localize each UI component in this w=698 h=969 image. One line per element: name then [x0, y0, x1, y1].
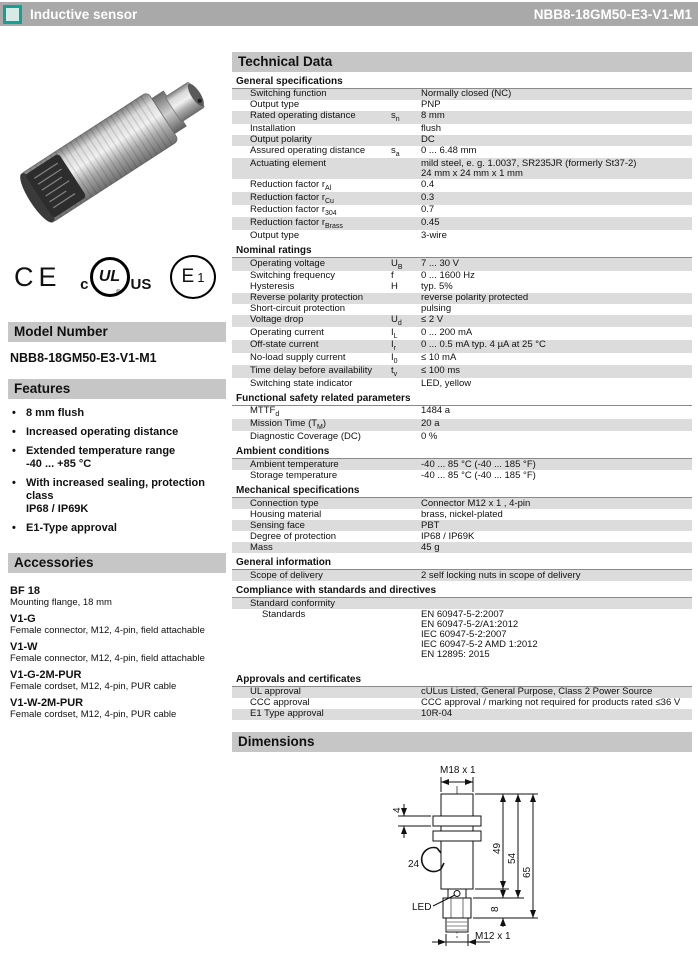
e1-letter: E [181, 266, 195, 287]
spec-value: 0.4 [421, 178, 435, 190]
spec-value: 20 a [421, 418, 440, 430]
accessory-description: Female cordset, M12, 4-pin, PUR cable [10, 709, 177, 720]
spec-row [232, 340, 692, 353]
features-list [8, 399, 226, 551]
accessory-name: V1-W [10, 641, 38, 653]
spec-row [232, 698, 692, 709]
accessory-name: V1-W-2M-PUR [10, 697, 84, 709]
spec-label: Off-state current [250, 339, 319, 351]
dim-led-label: LED [412, 902, 432, 914]
spec-label: Assured operating distance [250, 145, 366, 156]
spec-value: brass, nickel-plated [421, 508, 503, 520]
spec-row [232, 282, 692, 293]
dim-thread-top-label: M18 x 1 [440, 765, 476, 777]
spec-value: PBT [421, 519, 440, 531]
bullet-icon: • [12, 522, 16, 534]
spec-row [232, 570, 692, 581]
spec-row [232, 470, 692, 481]
spec-symbol: $s_a$ [391, 145, 400, 158]
spec-symbol: f [391, 270, 394, 282]
spec-row [232, 378, 692, 389]
spec-label: Standard conformity [250, 597, 336, 609]
spec-label: Reduction factor $r_{Cu}$ [250, 191, 334, 205]
model-number-header: Model Number [8, 322, 226, 342]
spec-value: 3-wire [421, 229, 447, 241]
spec-row [232, 315, 692, 328]
accessory-name: BF 18 [10, 585, 40, 597]
spec-label: Degree of protection [250, 530, 337, 542]
spec-value: 0 ... 6.48 mm [421, 145, 477, 156]
spec-row [232, 406, 692, 419]
spec-label: Actuating element [250, 157, 327, 169]
spec-row [232, 353, 692, 366]
feature-text: Increased operating distance [26, 426, 179, 438]
accessory-description: Mounting flange, 18 mm [10, 597, 112, 608]
spec-value: Connector M12 x 1 , 4-pin [421, 497, 531, 509]
spec-row [232, 304, 692, 315]
spec-label: Standards [262, 608, 306, 620]
spec-label: Mission Time $(T_M)$ [250, 418, 327, 432]
dim-54-label: 54 [507, 852, 518, 865]
spec-label: Reverse polarity protection [250, 292, 363, 304]
spec-row [232, 687, 692, 698]
spec-label: Output type [250, 99, 300, 111]
cul-us-mark [80, 257, 151, 297]
bullet-icon: • [12, 426, 16, 438]
spec-label: E1 Type approval [250, 708, 324, 720]
spec-label: Reduction factor $r_{304}$ [250, 204, 337, 218]
spec-label: Connection type [250, 497, 319, 509]
dim-65-label: 65 [522, 866, 533, 879]
bullet-icon: • [12, 407, 16, 419]
brand-icon [3, 5, 22, 24]
dim-nut-thickness-label: 4 [392, 807, 403, 814]
feature-item [10, 426, 226, 439]
spec-value: -40 ... 85 °C (-40 ... 185 °F) [421, 469, 536, 481]
spec-label: Sensing face [250, 519, 305, 531]
accessory-name: V1-G-2M-PUR [10, 669, 82, 681]
spec-value: 10R-04 [421, 708, 453, 720]
spec-section-header: Ambient conditions [232, 445, 692, 459]
header-part-number: NBB8-18GM50-E3-V1-M1 [533, 6, 692, 22]
spec-label: Output polarity [250, 134, 312, 146]
spec-value: typ. 5% [421, 281, 453, 293]
spec-symbol: $I_0$ [391, 352, 398, 366]
accessory-description: Female connector, M12, 4-pin, field attachable [10, 625, 205, 636]
spec-row [232, 542, 692, 553]
spec-label: Operating voltage [250, 257, 325, 269]
spec-value: 0 % [421, 430, 438, 442]
spec-symbol: $I_L$ [391, 326, 398, 340]
spec-symbol: H [391, 281, 398, 293]
feature-text: With increased sealing, protection class IP68 / IP69K [26, 477, 205, 515]
technical-data-header: Technical Data [232, 52, 692, 72]
dim-wrench-size-label: 24 [408, 859, 420, 871]
feature-item [10, 477, 226, 516]
spec-symbol: $s_n$ [391, 110, 400, 124]
spec-row [232, 509, 692, 520]
spec-value: 7 ... 30 V [421, 257, 460, 269]
spec-label: $MTTF_d$ [250, 405, 280, 419]
spec-label: Mass [250, 541, 273, 553]
spec-value: PNP [421, 99, 441, 111]
spec-symbol: $t_v$ [391, 364, 398, 378]
feature-text: 8 mm flush [26, 407, 85, 419]
spec-row [232, 293, 692, 304]
feature-item [10, 407, 226, 420]
spec-label: Operating current [250, 326, 324, 338]
feature-item [10, 522, 226, 535]
feature-text: Extended temperature range -40 ... +85 °C [26, 445, 176, 470]
spec-row [232, 459, 692, 470]
spec-label: Housing material [250, 508, 322, 520]
product-photo [8, 48, 226, 244]
spec-value: ≤ 2 V [421, 314, 444, 326]
spec-label: Scope of delivery [250, 569, 323, 581]
accessory-description: Female connector, M12, 4-pin, field attachable [10, 653, 205, 664]
product-family-title: Inductive sensor [30, 6, 138, 22]
cul-c-label: c [80, 276, 89, 293]
spec-symbol: $U_B$ [391, 257, 403, 271]
spec-value: LED, yellow [421, 377, 472, 389]
spec-section-header: Compliance with standards and directives [232, 584, 692, 598]
spec-row [232, 258, 692, 271]
spec-value: pulsing [421, 303, 452, 315]
spec-value: 0.3 [421, 191, 435, 203]
spec-row [232, 124, 692, 135]
dimensions-header: Dimensions [232, 732, 692, 752]
technical-table [232, 75, 692, 720]
spec-label: Reduction factor $r_{Brass}$ [250, 216, 343, 230]
spec-value: 1484 a [421, 405, 451, 417]
spec-row [232, 431, 692, 442]
spec-value: 0 ... 0.5 mA typ. 4 µA at 25 °C [421, 339, 546, 351]
spec-row [232, 327, 692, 340]
spec-symbol: $I_r$ [391, 339, 396, 353]
spec-row [232, 531, 692, 542]
spec-value [421, 599, 692, 609]
spec-row [232, 271, 692, 282]
spec-row [232, 111, 692, 124]
spec-value: cULus Listed, General Purpose, Class 2 Power Source [421, 686, 653, 698]
dimension-drawing [232, 756, 692, 969]
accessories-list [8, 573, 226, 720]
spec-row [232, 520, 692, 531]
ce-mark: CE [14, 261, 62, 292]
spec-value: 0 ... 200 mA [421, 326, 473, 338]
spec-label: Output type [250, 229, 300, 241]
bullet-icon: • [12, 477, 16, 489]
spec-label: Storage temperature [250, 469, 338, 481]
spec-section-header: Functional safety related parameters [232, 392, 692, 406]
spec-value: reverse polarity protected [421, 292, 529, 304]
spec-symbol: $U_d$ [391, 314, 402, 328]
spec-value: 0.7 [421, 204, 435, 216]
spec-value: 0.45 [421, 216, 440, 228]
dim-49-label: 49 [492, 842, 503, 855]
spec-row [232, 100, 692, 111]
wrench-icon [422, 848, 441, 872]
spec-section-header: Nominal ratings [232, 244, 692, 258]
spec-row [232, 158, 692, 179]
feature-text: E1-Type approval [26, 522, 117, 534]
right-column [232, 52, 692, 969]
spec-label: CCC approval [250, 697, 310, 709]
spec-label: Rated operating distance [250, 110, 356, 122]
spec-label: Ambient temperature [250, 458, 339, 470]
spec-label: Voltage drop [250, 314, 304, 326]
e1-mark [170, 255, 216, 299]
spec-row [232, 135, 692, 146]
spec-row [232, 146, 692, 159]
spec-row [232, 598, 692, 609]
spec-value: EN 60947-5-2:2007 EN 60947-5-2/A1:2012 IEC 60947-5-2:2007 IEC 60947-5-2 AMD 1:2012 EN 12895: 2015 [421, 608, 538, 661]
spec-row [232, 89, 692, 100]
spec-row [232, 179, 692, 192]
spec-row [232, 205, 692, 218]
spec-label: Reduction factor $r_{Al}$ [250, 178, 332, 192]
spec-label: Switching frequency [250, 270, 336, 282]
spec-section-header: Approvals and certificates [232, 673, 692, 687]
spec-value: Normally closed (NC) [421, 88, 512, 100]
spec-section-header: General specifications [232, 75, 692, 89]
spec-label: Switching function [250, 88, 327, 100]
spec-row [232, 609, 692, 661]
spec-value: 8 mm [421, 110, 445, 122]
spec-row [232, 192, 692, 205]
spec-label: Short-circuit protection [250, 303, 346, 315]
dim-thread-bottom-label: M12 x 1 [475, 931, 511, 943]
spec-label: No-load supply current [250, 352, 346, 364]
spec-row [232, 365, 692, 378]
spec-value: ≤ 10 mA [421, 352, 457, 364]
spec-value: DC [421, 134, 435, 146]
e1-number: 1 [197, 269, 205, 285]
dim-8-label: 8 [490, 906, 501, 913]
spec-label: Time delay before availability [250, 364, 373, 376]
spec-value: flush [421, 123, 442, 135]
model-number-value: NBB8-18GM50-E3-V1-M1 [10, 351, 157, 365]
spec-value: 2 self locking nuts in scope of delivery [421, 569, 581, 581]
accessory-name: V1-G [10, 613, 36, 625]
sensor-photo-illustration [8, 48, 226, 244]
spec-value: mild steel, e. g. 1.0037, SR235JR (formerly St37-2) 24 mm x 24 mm x 1 mm [421, 157, 637, 179]
spec-value: ≤ 100 ms [421, 364, 461, 376]
spec-value: 45 g [421, 541, 440, 553]
features-header: Features [8, 379, 226, 399]
page-header [0, 2, 698, 26]
feature-item [10, 445, 226, 471]
accessory-description: Female cordset, M12, 4-pin, PUR cable [10, 681, 177, 692]
accessories-header: Accessories [8, 553, 226, 573]
spec-label: Hysteresis [250, 281, 295, 293]
spec-label: UL approval [250, 686, 301, 698]
spec-label: Switching state indicator [250, 377, 353, 389]
spec-section-header: Mechanical specifications [232, 484, 692, 498]
spec-row [232, 230, 692, 241]
spec-value: -40 ... 85 °C (-40 ... 185 °F) [421, 458, 536, 470]
dimension-drawing-svg [232, 756, 692, 964]
bullet-icon: • [12, 445, 16, 457]
certification-marks [8, 244, 226, 306]
spec-section-header: General information [232, 556, 692, 570]
cul-us-label: US [130, 276, 152, 293]
ul-circle-icon [90, 257, 130, 297]
spec-value: 0 ... 1600 Hz [421, 270, 475, 282]
spec-value: CCC approval / marking not required for products rated ≤36 V [421, 697, 681, 709]
spec-value: IP68 / IP69K [421, 530, 475, 542]
spec-row [232, 498, 692, 509]
ul-letters: UL [98, 268, 121, 285]
left-column [8, 48, 226, 720]
spec-row [232, 709, 692, 720]
spec-row [232, 217, 692, 230]
spec-label: Diagnostic Coverage (DC) [250, 430, 361, 442]
spec-row [232, 419, 692, 432]
spec-label: Installation [250, 123, 296, 135]
registered-icon: ® [116, 290, 121, 296]
